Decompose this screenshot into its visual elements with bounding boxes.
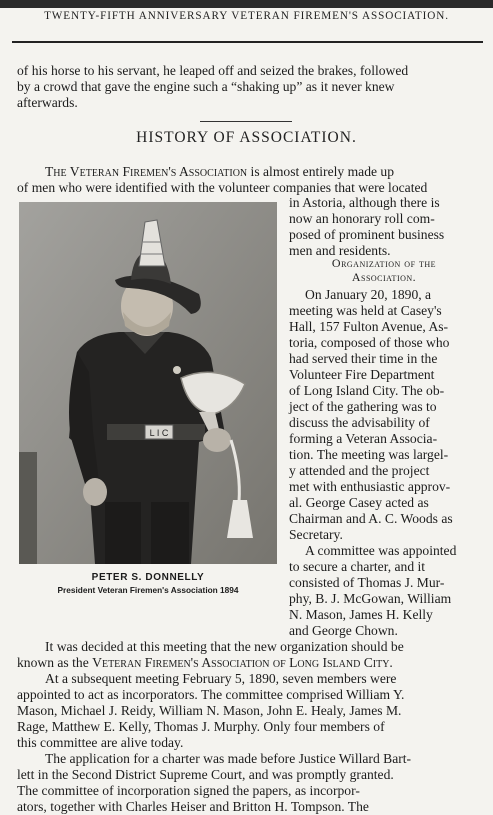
subheading-line-2: Association. (351, 270, 417, 284)
running-header: TWENTY-FIFTH ANNIVERSARY VETERAN FIREMEN'S ASSOCIATION. (44, 10, 449, 22)
right-line-3: posed of prominent business (289, 227, 445, 242)
intro-lead: The Veteran Firemen's Association (45, 164, 248, 179)
committee-line-2: to secure a charter, and it (289, 559, 426, 574)
para-line-9: ators, together with Charles Heiser and Britton H. Tompson. The (17, 799, 369, 814)
committee-line-1: A committee was appointed (305, 543, 457, 558)
para-line-5: this committee are alive today. (17, 735, 184, 750)
belt-buckle-letters: L I C (149, 428, 169, 438)
org-line-15: Chairman and A. C. Woods as (289, 511, 453, 526)
right-line-4: men and residents. (289, 243, 391, 258)
right-line-2: now an honorary roll com- (289, 211, 435, 226)
opening-line-3: afterwards. (17, 95, 78, 110)
header-rule (12, 41, 483, 43)
decided-line-1: It was decided at this meeting that the new organization should be (45, 639, 404, 654)
para-line-3: Mason, Michael J. Reidy, William N. Mason, John E. Healy, James M. (17, 703, 402, 718)
photo-subcaption: President Veteran Firemen's Association 1894 (57, 585, 239, 595)
org-line-3: Hall, 157 Fulton Avenue, As- (289, 319, 449, 334)
para-line-4: Rage, Matthew E. Kelly, Thomas J. Murphy. Only four members of (17, 719, 385, 734)
section-divider (200, 121, 292, 122)
decided-line-2-lead: known as the (17, 655, 93, 670)
org-line-11: tion. The meeting was largel- (289, 447, 449, 462)
decided-line-2 (17, 655, 479, 671)
intro-line-2: of men who were identified with the volunteer companies that were located (17, 180, 428, 195)
org-line-2: meeting was held at Casey's (289, 303, 442, 318)
top-border-band (0, 0, 493, 8)
portrait-illustration (19, 202, 277, 564)
intro-line-1 (17, 164, 479, 180)
para-line-8: The committee of incorporation signed the papers, as incorpor- (17, 783, 360, 798)
org-line-8: ject of the gathering was to (289, 399, 437, 414)
para-line-7: lett in the Second District Supreme Court, and was promptly granted. (17, 767, 394, 782)
org-line-12: y attended and the project (289, 463, 430, 478)
para-line-6: The application for a charter was made before Justice Willard Bart- (45, 751, 412, 766)
committee-line-6: and George Chown. (289, 623, 398, 638)
org-line-7: of Long Island City. The ob- (289, 383, 445, 398)
org-line-5: had served their time in the (289, 351, 438, 366)
org-line-14: al. George Casey acted as (289, 495, 429, 510)
para-line-2: appointed to act as incorporators. The committee comprised William Y. (17, 687, 405, 702)
committee-line-3: consisted of Thomas J. Mur- (289, 575, 445, 590)
opening-line-1: of his horse to his servant, he leaped off and seized the brakes, followed (17, 63, 409, 78)
para-line-1: At a subsequent meeting February 5, 1890, seven members were (45, 671, 397, 686)
org-line-4: toria, composed of those who (289, 335, 450, 350)
opening-line-2: by a crowd that gave the engine such a “shaking up” as it never knew (17, 79, 395, 94)
right-line-1: in Astoria, although there is (289, 195, 440, 210)
org-line-6: Volunteer Fire Department (289, 367, 435, 382)
portrait-photo (19, 202, 277, 564)
org-line-9: discuss the advisability of (289, 415, 430, 430)
org-line-16: Secretary. (289, 527, 343, 542)
intro-line-1-rest: is almost entirely made up (247, 164, 395, 179)
org-line-13: met with enthusiastic approv- (289, 479, 451, 494)
photo-caption: PETER S. DONNELLY (91, 572, 205, 583)
committee-line-5: N. Mason, James H. Kelly (289, 607, 433, 622)
association-name: Veteran Firemen's Association of Long Island City. (92, 655, 393, 670)
subheading-line-1: Organization of the (331, 256, 437, 270)
org-line-10: forming a Veteran Associa- (289, 431, 438, 446)
committee-line-4: phy, B. J. McGowan, William (289, 591, 452, 606)
org-line-1: On January 20, 1890, a (305, 287, 432, 302)
section-title: HISTORY OF ASSOCIATION. (136, 129, 357, 146)
